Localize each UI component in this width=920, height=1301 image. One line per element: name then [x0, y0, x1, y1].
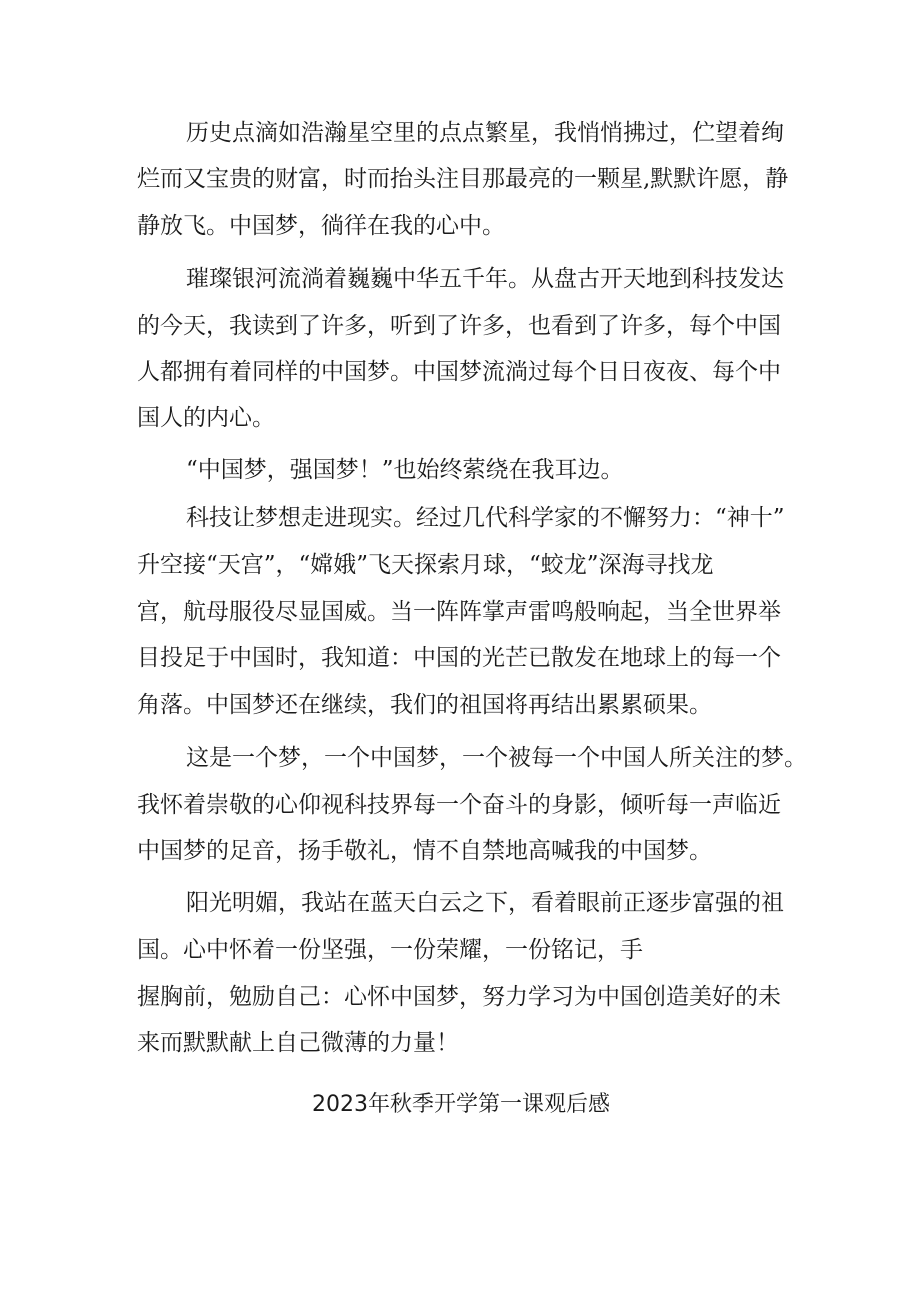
- text-line: “中国梦，强国梦！”也始终萦绕在我耳边。: [186, 457, 624, 483]
- text-line: 目投足于中国时，我知道：中国的光芒已散发在地球上的每一个: [137, 645, 781, 671]
- text-line: 阳光明媚，我站在蓝天白云之下，看着眼前正逐步富强的祖: [186, 890, 784, 916]
- text-line: 静放飞。中国梦，徜徉在我的心中。: [137, 213, 505, 239]
- text-line: 宫，航母服役尽显国威。当一阵阵掌声雷鸣般响起，当全世界举: [137, 599, 781, 625]
- text-line: 这是一个梦，一个中国梦，一个被每一个中国人所关注的梦。: [186, 745, 807, 771]
- text-line: 我怀着崇敬的心仰视科技界每一个奋斗的身影，倾听每一声临近: [137, 792, 781, 818]
- next-section-title: 2023年秋季开学第一课观后感: [312, 1092, 610, 1117]
- text-line: 升空接“天宫”，“嫦娥”飞天探索月球，“蛟龙”深海寻找龙: [137, 552, 714, 578]
- text-line: 的今天，我读到了许多，听到了许多，也看到了许多，每个中国: [137, 313, 781, 339]
- text-line: 角落。中国梦还在继续，我们的祖国将再结出累累硕果。: [137, 692, 712, 718]
- text-line: 国人的内心。: [137, 405, 275, 431]
- text-line: 国。心中怀着一份坚强，一份荣耀，一份铭记，手: [137, 937, 643, 963]
- text-line: 握胸前，勉励自己：心怀中国梦，努力学习为中国创造美好的未: [137, 984, 781, 1010]
- text-line: 科技让梦想走进现实。经过几代科学家的不懈努力：“神十”: [186, 505, 785, 531]
- text-line: 来而默默献上自己微薄的力量！: [137, 1030, 459, 1056]
- text-line: 历史点滴如浩瀚星空里的点点繁星，我悄悄拂过，伫望着绚: [186, 120, 784, 146]
- text-line: 璀璨银河流淌着巍巍中华五千年。从盘古开天地到科技发达: [186, 266, 784, 292]
- text-line: 中国梦的足音，扬手敬礼，情不自禁地高喊我的中国梦。: [137, 838, 712, 864]
- text-line: 烂而又宝贵的财富，时而抬头注目那最亮的一颗星,默默许愿，静: [137, 166, 789, 192]
- text-line: 人都拥有着同样的中国梦。中国梦流淌过每个日日夜夜、每个中: [137, 359, 781, 385]
